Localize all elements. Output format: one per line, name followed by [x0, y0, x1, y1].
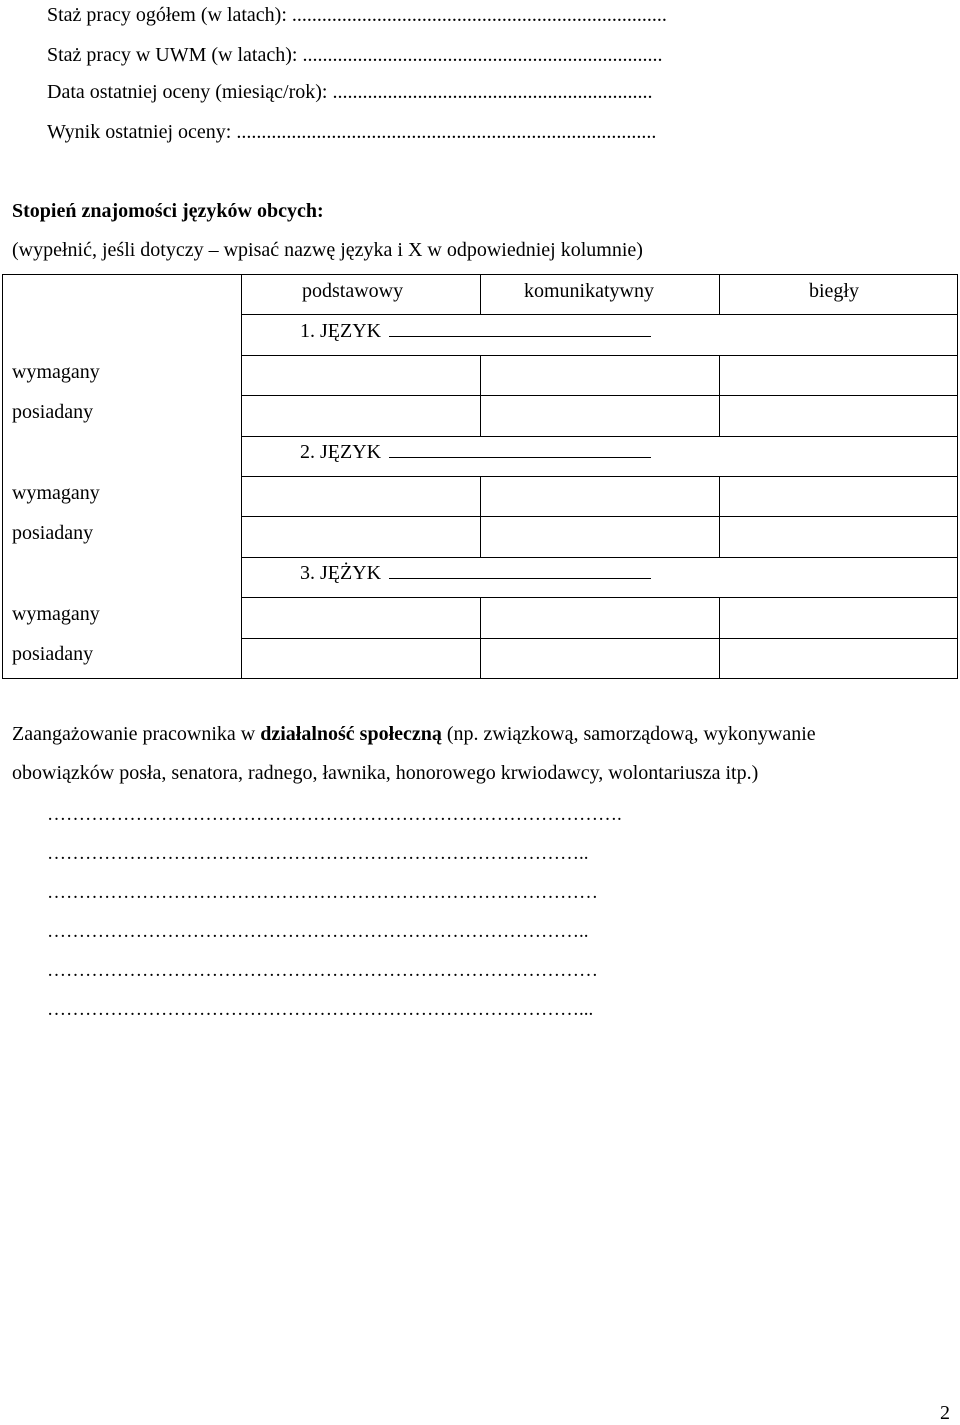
dot-line: …………………………………………………………………………... — [47, 999, 594, 1020]
engagement-line-2: obowiązków posła, senatora, radnego, ławnika, honorowego krwiodawcy, wolontariusza itp.) — [12, 762, 759, 784]
engagement-line-1: Zaangażowanie pracownika w działalność społeczną (np. związkową, samorządową, wykonywanie — [12, 723, 816, 745]
col-header-biegly: biegły — [809, 280, 859, 302]
field-data-oceny — [47, 82, 652, 102]
field-label: Wynik ostatniej oceny: — [47, 121, 232, 143]
language-group-2-label: 2. JĘZYK — [300, 442, 651, 462]
language-group-1-label: 1. JĘZYK — [300, 321, 651, 341]
field-value: ........................................................................ — [297, 44, 663, 66]
field-label: Staż pracy ogółem (w latach): — [47, 4, 287, 26]
page-number: 2 — [940, 1402, 950, 1424]
row-label-wymagany: wymagany — [12, 361, 100, 383]
field-label: Data ostatniej oceny (miesiąc/rok): — [47, 81, 328, 103]
languages-instruction: (wypełnić, jeśli dotyczy – wpisać nazwę języka i X w odpowiedniej kolumnie) — [12, 239, 643, 261]
language-group-3-label: 3. JĘŻYK — [300, 563, 651, 583]
dot-line: …………………………………………………………………………… — [47, 960, 598, 981]
field-value: ................................................................ — [327, 81, 653, 103]
field-value: ........................................................................... — [286, 4, 667, 26]
field-value: .................................................................................... — [231, 121, 657, 143]
dot-line: …………………………………………………………………………… — [47, 882, 598, 903]
row-label-posiadany: posiadany — [12, 643, 94, 665]
language-name-blank-2[interactable] — [389, 456, 651, 458]
language-name-blank-1[interactable] — [389, 335, 651, 337]
field-staz-ogolem — [47, 5, 667, 25]
engagement-bold: działalność społeczną — [260, 723, 442, 745]
row-label-wymagany: wymagany — [12, 482, 100, 504]
languages-heading: Stopień znajomości języków obcych: — [12, 200, 324, 222]
row-label-wymagany: wymagany — [12, 603, 100, 625]
row-label-posiadany: posiadany — [12, 401, 94, 423]
dot-line: ………………………………………………………………………………. — [47, 804, 622, 825]
field-wynik-oceny — [47, 122, 656, 142]
col-header-podstawowy: podstawowy — [302, 280, 404, 302]
col-header-komunikatywny: komunikatywny — [524, 280, 654, 302]
dot-line: ………………………………………………………………………….. — [47, 843, 589, 864]
field-label: Staż pracy w UWM (w latach): — [47, 44, 298, 66]
row-label-posiadany: posiadany — [12, 522, 94, 544]
dot-line: ………………………………………………………………………….. — [47, 921, 589, 942]
language-name-blank-3[interactable] — [389, 577, 651, 579]
field-staz-uwm — [47, 45, 662, 65]
